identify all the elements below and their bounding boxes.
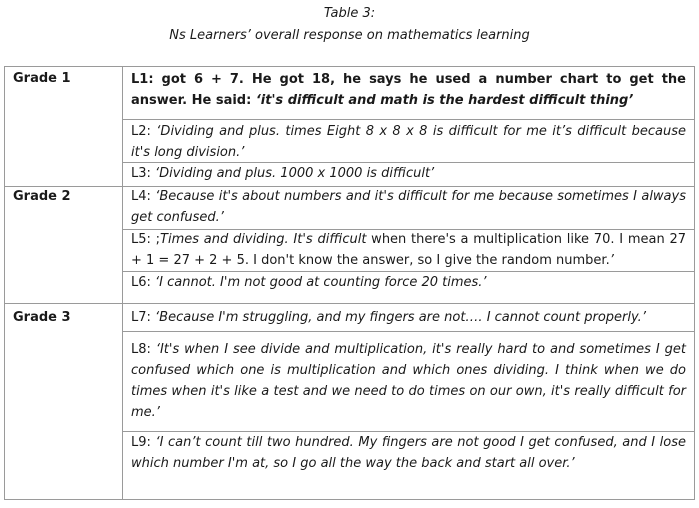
response-l9 xyxy=(131,432,686,474)
response-label: L6: xyxy=(131,275,156,290)
response-quote: ‘I cannot. I'm not good at counting force 20 times.’ xyxy=(155,275,487,290)
response-label: L2: xyxy=(131,124,157,139)
response-l5 xyxy=(131,229,686,271)
table-caption-number: Table 3: xyxy=(323,6,376,21)
response-l7 xyxy=(131,307,686,328)
response-label: L8: xyxy=(131,342,156,357)
grade-label: Grade 1 xyxy=(13,71,71,86)
response-label: L5: ; xyxy=(131,232,161,247)
grade-label: Grade 3 xyxy=(13,310,71,325)
response-l8 xyxy=(131,339,686,423)
response-quote-close: ’ xyxy=(609,253,614,268)
response-label: L4: xyxy=(131,189,156,204)
response-quote: ‘it's difficult and math is the hardest difficult thing’ xyxy=(255,93,634,108)
response-label: L7: xyxy=(131,310,156,325)
response-quote: ‘I can’t count till two hundred. My fingers are not good I get confused, and I lose which number I'm at, so I go all the way the back and start all over.’ xyxy=(131,435,687,471)
table-border-right xyxy=(694,66,695,500)
response-quote: ‘Dividing and plus. 1000 x 1000 is difficult’ xyxy=(155,166,435,181)
table-border-left xyxy=(4,66,5,500)
response-l6 xyxy=(131,272,686,293)
row-separator xyxy=(122,331,694,332)
response-quote: Times and dividing. It's difficult xyxy=(160,232,367,247)
table-caption-title: Ns Learners’ overall response on mathematics learning xyxy=(169,28,530,43)
response-quote: ‘Because it's about numbers and it's difficult for me because sometimes I always get confused.’ xyxy=(131,189,686,225)
response-l2 xyxy=(131,121,686,163)
column-divider xyxy=(122,66,123,500)
grade-separator xyxy=(4,303,694,304)
table-border-bottom xyxy=(4,499,694,500)
response-l4 xyxy=(131,186,686,228)
response-l1 xyxy=(131,69,686,111)
response-label: L9: xyxy=(131,435,156,450)
grade-label: Grade 2 xyxy=(13,189,71,204)
response-text: L1: got 6 + 7. He got 18, he says he used a number chart to get the answer. He said: xyxy=(131,72,686,108)
response-l3 xyxy=(131,163,686,184)
response-quote: ‘Dividing and plus. times Eight 8 x 8 x 8 is difficult for me it’s difficult because it's long division.’ xyxy=(131,124,686,160)
table-border-top xyxy=(4,66,694,67)
response-quote: ‘Because I'm struggling, and my fingers are not…. I cannot count properly.’ xyxy=(155,310,646,325)
response-label: L3: xyxy=(131,166,156,181)
row-separator xyxy=(122,119,694,120)
response-quote: ‘It's when I see divide and multiplication, it's really hard to and sometimes I get confused which one is multiplication and which ones dividing. I think when we do times when it's like a test and we need to do times on our own, it's really difficult for me.’ xyxy=(131,342,686,420)
response-text: when there's a multiplication like 70. I mean 27 + 1 = 27 + 2 + 5. I don't know the answer, so I give the random number. xyxy=(131,232,686,268)
